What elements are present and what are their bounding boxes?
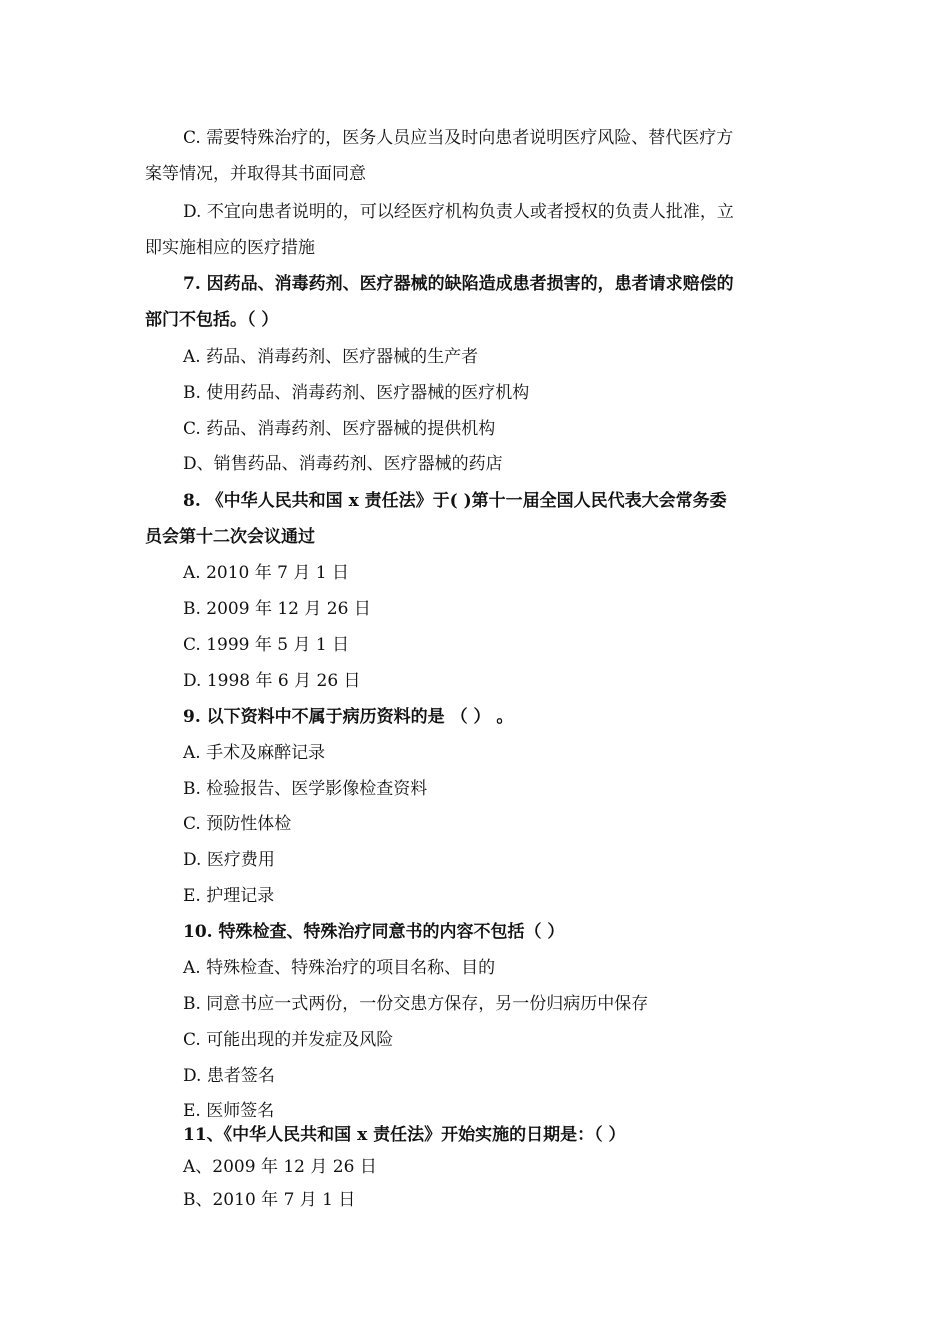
question-10: 10. 特殊检查、特殊治疗同意书的内容不包括（ ） <box>183 922 565 942</box>
question-7-line-1: 7. 因药品、消毒药剂、医疗器械的缺陷造成患者损害的，患者请求赔偿的 <box>183 274 734 294</box>
question-8-line-2: 员会第十二次会议通过 <box>145 527 315 547</box>
option-d-line-2: 即实施相应的医疗措施 <box>145 238 315 258</box>
option-c-line-1: C. 需要特殊治疗的，医务人员应当及时向患者说明医疗风险、替代医疗方 <box>183 128 734 148</box>
q11-option-b: B、2010 年 7 月 1 日 <box>183 1190 356 1210</box>
q9-option-b: B. 检验报告、医学影像检查资料 <box>183 779 428 799</box>
question-11: 11、《中华人民共和国 x 责任法》开始实施的日期是：（ ） <box>183 1125 626 1145</box>
q8-option-c: C. 1999 年 5 月 1 日 <box>183 635 350 655</box>
q8-option-a: A. 2010 年 7 月 1 日 <box>183 563 349 583</box>
question-9: 9. 以下资料中不属于病历资料的是 （ ） 。 <box>183 707 514 727</box>
q10-option-e: E. 医师签名 <box>183 1101 275 1121</box>
question-7-line-2: 部门不包括。（ ） <box>145 310 279 330</box>
q11-option-a: A、2009 年 12 月 26 日 <box>183 1157 377 1177</box>
q7-option-b: B. 使用药品、消毒药剂、医疗器械的医疗机构 <box>183 383 530 403</box>
q7-option-a: A. 药品、消毒药剂、医疗器械的生产者 <box>183 347 479 367</box>
q10-option-a: A. 特殊检查、特殊治疗的项目名称、目的 <box>183 958 496 978</box>
option-d-line-1: D. 不宜向患者说明的，可以经医疗机构负责人或者授权的负责人批准，立 <box>183 202 734 222</box>
option-c-line-2: 案等情况，并取得其书面同意 <box>145 164 366 184</box>
q8-option-d: D. 1998 年 6 月 26 日 <box>183 671 361 691</box>
q9-option-c: C. 预防性体检 <box>183 814 292 834</box>
q10-option-c: C. 可能出现的并发症及风险 <box>183 1030 394 1050</box>
q10-option-d: D. 患者签名 <box>183 1066 275 1086</box>
q9-option-d: D. 医疗费用 <box>183 850 275 870</box>
q9-option-e: E. 护理记录 <box>183 886 275 906</box>
q7-option-d: D、销售药品、消毒药剂、医疗器械的药店 <box>183 454 503 474</box>
q8-option-b: B. 2009 年 12 月 26 日 <box>183 599 371 619</box>
question-8-line-1: 8. 《中华人民共和国 x 责任法》于( )第十一届全国人民代表大会常务委 <box>183 491 727 511</box>
q9-option-a: A. 手术及麻醉记录 <box>183 743 326 763</box>
q7-option-c: C. 药品、消毒药剂、医疗器械的提供机构 <box>183 419 496 439</box>
q10-option-b: B. 同意书应一式两份，一份交患方保存，另一份归病历中保存 <box>183 994 649 1014</box>
